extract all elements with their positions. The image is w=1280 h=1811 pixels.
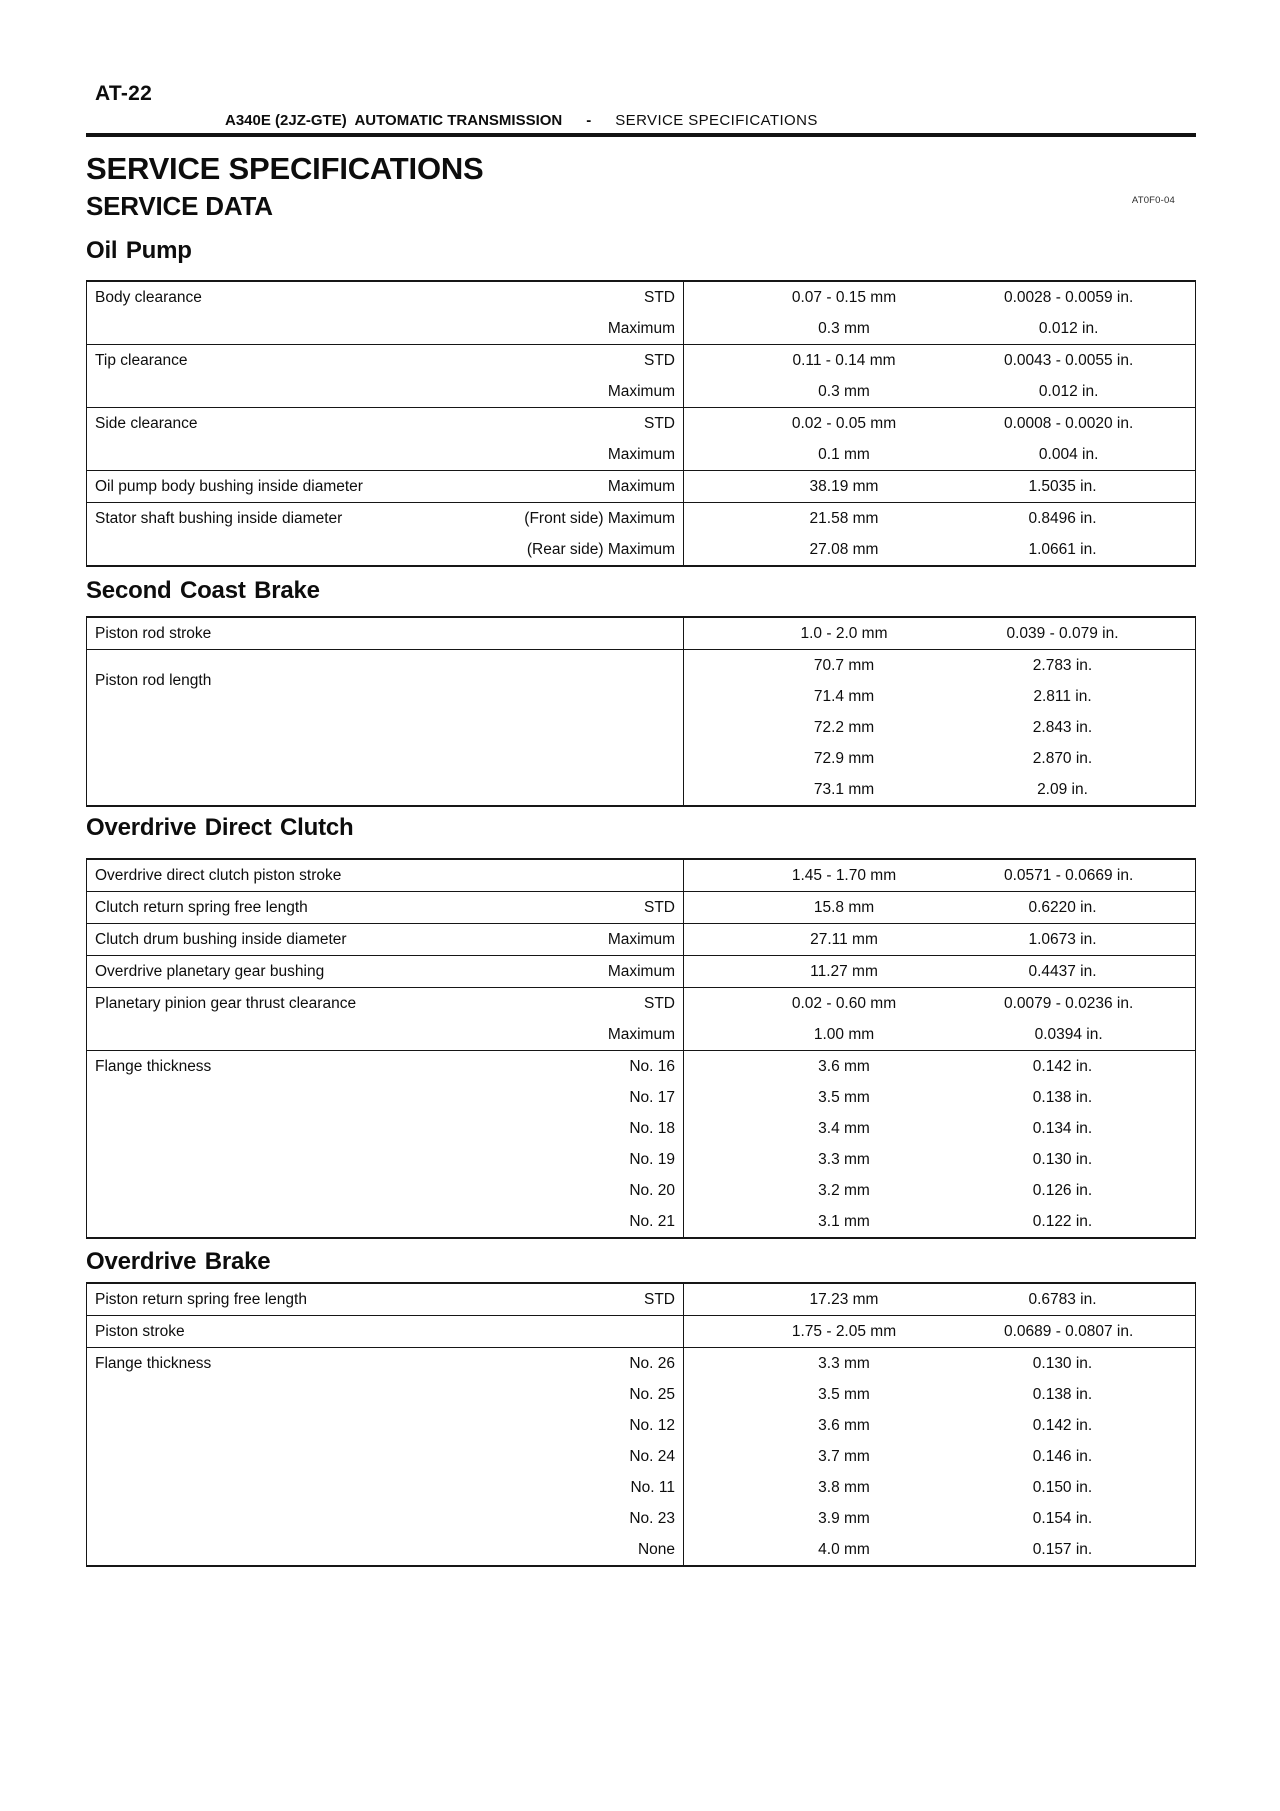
row-qualifier: Maximum bbox=[607, 383, 675, 400]
metric-value: 0.11 - 0.14 mm bbox=[792, 351, 896, 369]
imperial-value: 0.146 in. bbox=[1032, 1447, 1093, 1465]
row-label: Body clearance bbox=[95, 289, 202, 306]
imperial-value: 0.0008 - 0.0020 in. bbox=[1004, 414, 1134, 432]
label-cell bbox=[87, 1348, 684, 1565]
row-qualifier: No. 16 bbox=[629, 1058, 675, 1075]
table-row-group bbox=[87, 955, 1195, 987]
spec-row bbox=[684, 1284, 1195, 1315]
metric-value: 71.4 mm bbox=[813, 687, 875, 705]
doc-code: AT0F0-04 bbox=[1131, 195, 1175, 206]
running-header-section: SERVICE SPECIFICATIONS bbox=[615, 112, 818, 129]
values-cell bbox=[684, 1348, 1195, 1565]
metric-value: 3.6 mm bbox=[818, 1057, 870, 1075]
row-qualifier: No. 17 bbox=[629, 1089, 675, 1106]
imperial-value: 0.138 in. bbox=[1032, 1385, 1093, 1403]
qualifier-column bbox=[675, 1316, 683, 1347]
metric-value: 3.4 mm bbox=[818, 1119, 870, 1137]
row-qualifier bbox=[675, 743, 683, 774]
row-qualifier: No. 18 bbox=[629, 1120, 675, 1137]
qualifier-column bbox=[608, 408, 683, 470]
table-row-group bbox=[87, 1284, 1195, 1315]
row-label: Flange thickness bbox=[95, 1355, 212, 1372]
row-qualifier: No. 11 bbox=[630, 1479, 675, 1496]
imperial-value: 0.6783 in. bbox=[1028, 1290, 1097, 1308]
qualifier-column bbox=[644, 892, 683, 923]
table-row-group bbox=[87, 344, 1195, 407]
spec-row bbox=[684, 1379, 1195, 1410]
metric-value: 3.8 mm bbox=[818, 1478, 870, 1496]
table-row-group bbox=[87, 618, 1195, 649]
table-row-group bbox=[87, 1050, 1195, 1237]
imperial-value: 0.012 in. bbox=[1038, 319, 1099, 337]
row-label: Piston return spring free length bbox=[95, 1291, 307, 1308]
qualifier-column bbox=[608, 924, 683, 955]
running-header-title: A340E (2JZ-GTE) AUTOMATIC TRANSMISSION bbox=[225, 112, 563, 129]
metric-value: 1.45 - 1.70 mm bbox=[791, 866, 897, 884]
spec-row bbox=[684, 743, 1195, 774]
row-qualifier: Maximum bbox=[607, 1026, 675, 1043]
spec-row bbox=[684, 1051, 1195, 1082]
row-qualifier: No. 25 bbox=[629, 1386, 675, 1403]
values-cell bbox=[684, 503, 1195, 565]
spec-row bbox=[684, 774, 1195, 805]
row-qualifier: STD bbox=[644, 899, 675, 916]
values-cell bbox=[684, 1284, 1195, 1315]
row-label: Side clearance bbox=[95, 415, 198, 432]
values-cell bbox=[684, 471, 1195, 502]
imperial-value: 2.09 in. bbox=[1037, 780, 1088, 798]
qualifier-column bbox=[608, 345, 683, 407]
row-label: Tip clearance bbox=[95, 352, 188, 369]
spec-row bbox=[684, 408, 1207, 439]
values-cell bbox=[684, 618, 1195, 649]
spec-row bbox=[684, 712, 1195, 743]
imperial-value: 0.130 in. bbox=[1032, 1150, 1093, 1168]
qualifier-column bbox=[608, 956, 683, 987]
imperial-value: 0.0043 - 0.0055 in. bbox=[1004, 351, 1134, 369]
imperial-value: 2.811 in. bbox=[1033, 687, 1092, 705]
imperial-value: 0.130 in. bbox=[1032, 1354, 1093, 1372]
qualifier-column bbox=[644, 1284, 683, 1315]
imperial-value: 0.138 in. bbox=[1032, 1088, 1093, 1106]
metric-value: 11.27 mm bbox=[810, 962, 878, 980]
table-row-group bbox=[87, 1315, 1195, 1347]
qualifier-column bbox=[608, 988, 683, 1050]
label-cell bbox=[87, 956, 684, 987]
label-cell bbox=[87, 1316, 684, 1347]
label-cell bbox=[87, 650, 684, 805]
row-qualifier: None bbox=[637, 1541, 675, 1558]
metric-value: 27.08 mm bbox=[809, 540, 879, 558]
metric-value: 72.9 mm bbox=[813, 749, 875, 767]
label-cell bbox=[87, 1051, 684, 1237]
section-heading: Oil Pump bbox=[86, 237, 192, 264]
row-qualifier: STD bbox=[644, 415, 675, 432]
row-qualifier: STD bbox=[644, 289, 675, 306]
page-title: SERVICE SPECIFICATIONS bbox=[86, 151, 484, 186]
values-cell bbox=[684, 650, 1195, 805]
row-label: Clutch drum bushing inside diameter bbox=[95, 931, 347, 948]
spec-row bbox=[684, 471, 1195, 502]
imperial-value: 1.5035 in. bbox=[1028, 477, 1097, 495]
section bbox=[86, 238, 1196, 567]
spec-row bbox=[684, 503, 1195, 534]
spec-row bbox=[684, 988, 1207, 1019]
metric-value: 70.7 mm bbox=[813, 656, 875, 674]
metric-value: 3.5 mm bbox=[818, 1385, 870, 1403]
metric-value: 3.1 mm bbox=[818, 1212, 870, 1230]
values-cell bbox=[684, 282, 1207, 344]
spec-row bbox=[684, 1144, 1195, 1175]
imperial-value: 0.012 in. bbox=[1038, 382, 1099, 400]
metric-value: 3.6 mm bbox=[818, 1416, 870, 1434]
row-qualifier bbox=[675, 650, 683, 681]
row-qualifier bbox=[675, 712, 683, 743]
qualifier-column bbox=[675, 860, 683, 891]
imperial-value: 0.004 in. bbox=[1038, 445, 1099, 463]
spec-row bbox=[684, 1410, 1195, 1441]
metric-value: 0.07 - 0.15 mm bbox=[791, 288, 897, 306]
spec-row bbox=[684, 439, 1207, 470]
metric-value: 0.3 mm bbox=[818, 382, 870, 400]
label-cell bbox=[87, 892, 684, 923]
qualifier-column bbox=[675, 650, 683, 805]
table-row-group bbox=[87, 891, 1195, 923]
metric-value: 27.11 mm bbox=[810, 930, 878, 948]
table-row-group bbox=[87, 407, 1195, 470]
label-cell bbox=[87, 860, 684, 891]
label-cell bbox=[87, 345, 684, 407]
imperial-value: 0.142 in. bbox=[1032, 1057, 1093, 1075]
metric-value: 1.00 mm bbox=[813, 1025, 875, 1043]
row-qualifier: No. 23 bbox=[629, 1510, 675, 1527]
values-cell bbox=[684, 1316, 1207, 1347]
metric-value: 72.2 mm bbox=[813, 718, 875, 736]
spec-row bbox=[684, 376, 1207, 407]
metric-value: 3.3 mm bbox=[818, 1150, 870, 1168]
row-qualifier bbox=[675, 618, 683, 649]
spec-row bbox=[684, 1472, 1195, 1503]
page-number: AT-22 bbox=[95, 82, 153, 105]
spec-row bbox=[684, 345, 1207, 376]
row-qualifier: No. 20 bbox=[629, 1182, 675, 1199]
spec-row bbox=[684, 534, 1195, 565]
row-qualifier bbox=[675, 681, 683, 712]
row-qualifier: (Rear side) Maximum bbox=[526, 541, 675, 558]
row-qualifier: Maximum bbox=[607, 320, 675, 337]
row-qualifier: Maximum bbox=[607, 931, 675, 948]
spec-row bbox=[684, 618, 1195, 649]
values-cell bbox=[684, 345, 1207, 407]
sections-container bbox=[86, 0, 1196, 1811]
row-qualifier bbox=[675, 860, 683, 891]
imperial-value: 0.4437 in. bbox=[1028, 962, 1097, 980]
values-cell bbox=[684, 860, 1207, 891]
table-row-group bbox=[87, 923, 1195, 955]
metric-value: 1.0 - 2.0 mm bbox=[800, 624, 888, 642]
spec-row bbox=[684, 282, 1207, 313]
imperial-value: 2.870 in. bbox=[1032, 749, 1093, 767]
label-cell bbox=[87, 503, 684, 565]
spec-row bbox=[684, 1082, 1195, 1113]
row-label: Piston rod stroke bbox=[95, 625, 212, 642]
spec-table bbox=[86, 1282, 1196, 1567]
qualifier-column bbox=[675, 618, 683, 649]
row-qualifier: No. 12 bbox=[629, 1417, 675, 1434]
values-cell bbox=[684, 1051, 1195, 1237]
metric-value: 0.3 mm bbox=[818, 319, 870, 337]
imperial-value: 2.783 in. bbox=[1032, 656, 1093, 674]
spec-row bbox=[684, 313, 1207, 344]
spec-row bbox=[684, 1316, 1207, 1347]
row-qualifier: No. 24 bbox=[629, 1448, 675, 1465]
values-cell bbox=[684, 408, 1207, 470]
metric-value: 4.0 mm bbox=[818, 1540, 870, 1558]
spec-row bbox=[684, 1175, 1195, 1206]
imperial-value: 0.0028 - 0.0059 in. bbox=[1004, 288, 1134, 306]
label-cell bbox=[87, 618, 684, 649]
label-cell bbox=[87, 988, 684, 1050]
imperial-value: 0.0394 in. bbox=[1034, 1025, 1103, 1043]
label-cell bbox=[87, 471, 684, 502]
spec-row bbox=[684, 1113, 1195, 1144]
qualifier-column bbox=[608, 282, 683, 344]
spec-table bbox=[86, 616, 1196, 807]
section-heading: Overdrive Direct Clutch bbox=[86, 814, 354, 841]
spec-row bbox=[684, 1206, 1195, 1237]
section bbox=[86, 578, 1196, 807]
imperial-value: 0.039 - 0.079 in. bbox=[1006, 624, 1119, 642]
imperial-value: 0.150 in. bbox=[1032, 1478, 1093, 1496]
spec-table bbox=[86, 858, 1196, 1239]
values-cell bbox=[684, 924, 1195, 955]
imperial-value: 0.134 in. bbox=[1032, 1119, 1093, 1137]
spec-row bbox=[684, 1348, 1195, 1379]
row-label: Piston rod length bbox=[95, 672, 212, 689]
metric-value: 38.19 mm bbox=[809, 477, 879, 495]
spec-table bbox=[86, 280, 1196, 567]
metric-value: 0.02 - 0.05 mm bbox=[791, 414, 897, 432]
metric-value: 3.3 mm bbox=[818, 1354, 870, 1372]
metric-value: 3.9 mm bbox=[818, 1509, 870, 1527]
metric-value: 17.23 mm bbox=[809, 1290, 879, 1308]
spec-row bbox=[684, 1441, 1195, 1472]
label-cell bbox=[87, 282, 684, 344]
spec-row bbox=[684, 1503, 1195, 1534]
metric-value: 3.2 mm bbox=[818, 1181, 870, 1199]
metric-value: 15.8 mm bbox=[813, 898, 875, 916]
table-row-group bbox=[87, 470, 1195, 502]
spec-row bbox=[684, 956, 1195, 987]
spec-row bbox=[684, 1019, 1207, 1050]
row-qualifier: No. 21 bbox=[629, 1213, 675, 1230]
row-label: Clutch return spring free length bbox=[95, 899, 308, 916]
section bbox=[86, 1249, 1196, 1567]
table-row-group bbox=[87, 649, 1195, 805]
table-row-group bbox=[87, 987, 1195, 1050]
label-cell bbox=[87, 1284, 684, 1315]
running-header-separator: - bbox=[586, 112, 592, 129]
row-label: Overdrive planetary gear bushing bbox=[95, 963, 325, 980]
row-qualifier: Maximum bbox=[607, 963, 675, 980]
qualifier-column bbox=[524, 503, 683, 565]
spec-row bbox=[684, 1534, 1195, 1565]
label-cell bbox=[87, 408, 684, 470]
values-cell bbox=[684, 892, 1195, 923]
row-label: Stator shaft bushing inside diameter bbox=[95, 510, 343, 527]
row-qualifier bbox=[675, 1316, 683, 1347]
spec-row bbox=[684, 650, 1195, 681]
imperial-value: 0.0689 - 0.0807 in. bbox=[1004, 1322, 1134, 1340]
row-qualifier: No. 26 bbox=[629, 1355, 675, 1372]
row-label: Planetary pinion gear thrust clearance bbox=[95, 995, 357, 1012]
metric-value: 21.58 mm bbox=[809, 509, 879, 527]
row-qualifier: (Front side) Maximum bbox=[524, 510, 675, 527]
imperial-value: 0.142 in. bbox=[1032, 1416, 1093, 1434]
values-cell bbox=[684, 956, 1195, 987]
metric-value: 73.1 mm bbox=[813, 780, 875, 798]
table-row-group bbox=[87, 282, 1195, 344]
imperial-value: 0.122 in. bbox=[1032, 1212, 1093, 1230]
row-qualifier: STD bbox=[644, 995, 675, 1012]
spec-row bbox=[684, 860, 1207, 891]
values-cell bbox=[684, 988, 1207, 1050]
spec-row bbox=[684, 892, 1195, 923]
table-row-group bbox=[87, 860, 1195, 891]
table-row-group bbox=[87, 502, 1195, 565]
spec-row bbox=[684, 681, 1195, 712]
imperial-value: 0.157 in. bbox=[1032, 1540, 1093, 1558]
imperial-value: 0.0079 - 0.0236 in. bbox=[1004, 994, 1134, 1012]
spec-row bbox=[684, 924, 1195, 955]
row-label: Overdrive direct clutch piston stroke bbox=[95, 867, 342, 884]
page-content bbox=[86, 0, 1196, 1811]
metric-value: 0.1 mm bbox=[818, 445, 870, 463]
row-qualifier: Maximum bbox=[607, 446, 675, 463]
imperial-value: 0.154 in. bbox=[1032, 1509, 1093, 1527]
label-cell bbox=[87, 924, 684, 955]
row-label: Piston stroke bbox=[95, 1323, 185, 1340]
row-qualifier: Maximum bbox=[607, 478, 675, 495]
row-qualifier bbox=[675, 774, 683, 805]
imperial-value: 1.0673 in. bbox=[1028, 930, 1097, 948]
imperial-value: 0.126 in. bbox=[1032, 1181, 1093, 1199]
imperial-value: 0.0571 - 0.0669 in. bbox=[1004, 866, 1134, 884]
row-qualifier: STD bbox=[644, 1291, 675, 1308]
imperial-value: 0.8496 in. bbox=[1028, 509, 1097, 527]
metric-value: 3.7 mm bbox=[818, 1447, 870, 1465]
row-label: Flange thickness bbox=[95, 1058, 212, 1075]
page-subtitle: SERVICE DATA bbox=[86, 191, 273, 221]
metric-value: 0.02 - 0.60 mm bbox=[791, 994, 897, 1012]
qualifier-column bbox=[629, 1348, 683, 1565]
qualifier-column bbox=[629, 1051, 683, 1237]
metric-value: 3.5 mm bbox=[818, 1088, 870, 1106]
row-qualifier: No. 19 bbox=[629, 1151, 675, 1168]
row-qualifier: STD bbox=[644, 352, 675, 369]
imperial-value: 1.0661 in. bbox=[1028, 540, 1097, 558]
row-label: Oil pump body bushing inside diameter bbox=[95, 478, 363, 495]
imperial-value: 2.843 in. bbox=[1032, 718, 1093, 736]
table-row-group bbox=[87, 1347, 1195, 1565]
section-heading: Second Coast Brake bbox=[86, 577, 320, 604]
metric-value: 1.75 - 2.05 mm bbox=[791, 1322, 897, 1340]
section bbox=[86, 815, 1196, 1239]
section-heading: Overdrive Brake bbox=[86, 1248, 271, 1275]
qualifier-column bbox=[608, 471, 683, 502]
imperial-value: 0.6220 in. bbox=[1028, 898, 1097, 916]
